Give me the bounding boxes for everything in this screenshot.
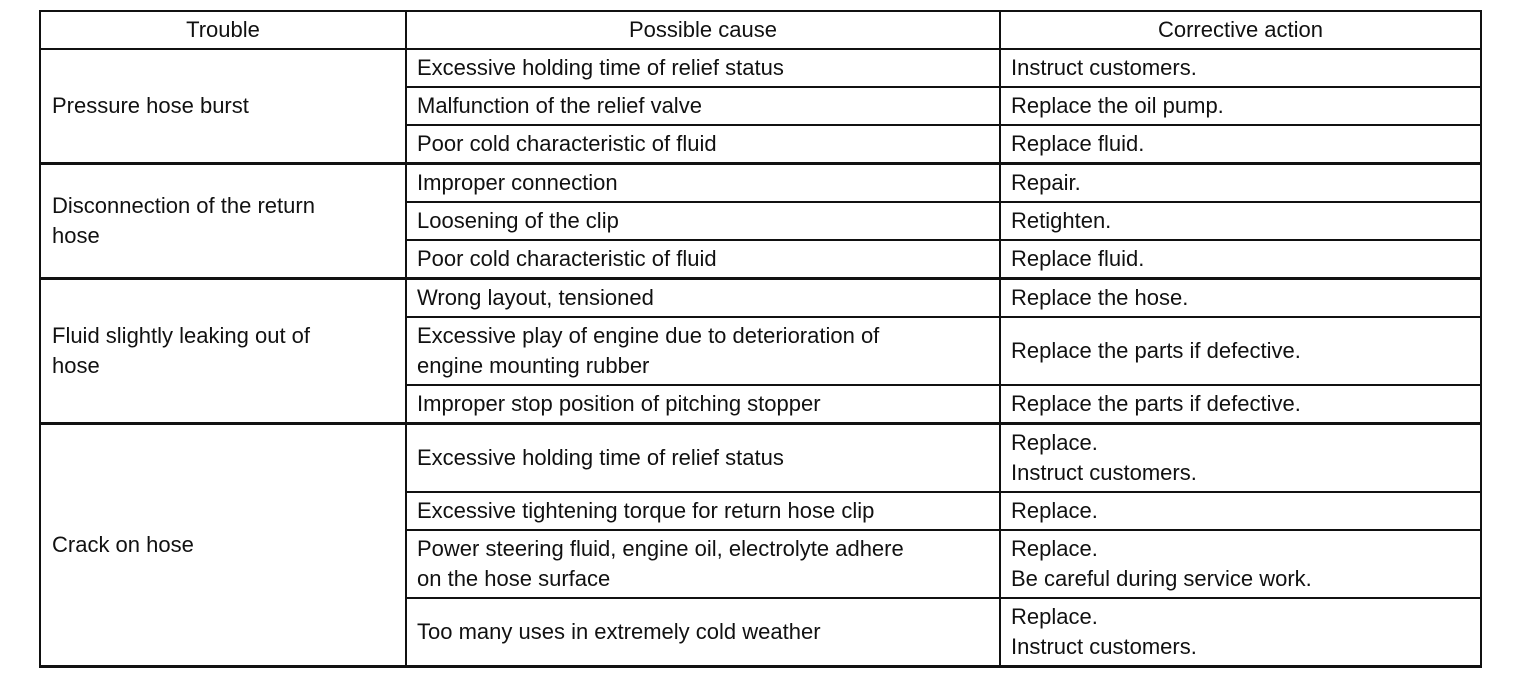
header-possible-cause: Possible cause [406, 11, 1000, 49]
cell-text-line: Loosening of the clip [417, 208, 619, 233]
cell-text-line: Replace fluid. [1011, 131, 1145, 156]
cell-text-line: Disconnection of the return [52, 193, 315, 218]
corrective-action-cell [1000, 125, 1481, 164]
cell-text-line: engine mounting rubber [417, 353, 650, 378]
possible-cause-cell [406, 49, 1000, 87]
cell-text-line: Poor cold characteristic of fluid [417, 131, 717, 156]
cell-text-line: Replace. [1011, 604, 1098, 629]
corrective-action-cell [1000, 492, 1481, 530]
trouble-cell [40, 279, 406, 424]
table-row [40, 424, 1481, 493]
cell-text-line: Replace the parts if defective. [1011, 338, 1301, 363]
troubleshooting-table [39, 10, 1482, 668]
cell-text-line: Too many uses in extremely cold weather [417, 619, 821, 644]
possible-cause-cell [406, 164, 1000, 203]
cell-text-line: Replace the oil pump. [1011, 93, 1224, 118]
header-corrective-action: Corrective action [1000, 11, 1481, 49]
corrective-action-cell [1000, 279, 1481, 318]
cell-text-line: Excessive holding time of relief status [417, 55, 784, 80]
cell-text-line: hose [52, 353, 100, 378]
cell-text-line: Replace. [1011, 430, 1098, 455]
corrective-action-cell [1000, 530, 1481, 598]
possible-cause-cell [406, 530, 1000, 598]
possible-cause-cell [406, 87, 1000, 125]
cell-text-line: Excessive play of engine due to deterioration of [417, 323, 880, 348]
cell-text-line: Poor cold characteristic of fluid [417, 246, 717, 271]
cell-text-line: on the hose surface [417, 566, 611, 591]
possible-cause-cell [406, 385, 1000, 424]
possible-cause-cell [406, 240, 1000, 279]
header-row [40, 11, 1481, 49]
cell-text-line: Malfunction of the relief valve [417, 93, 702, 118]
cell-text-line: Instruct customers. [1011, 55, 1197, 80]
cell-text-line: Pressure hose burst [52, 93, 249, 118]
table-body [40, 49, 1481, 667]
possible-cause-cell [406, 202, 1000, 240]
trouble-cell [40, 424, 406, 667]
cell-text-line: Excessive holding time of relief status [417, 445, 784, 470]
header-trouble: Trouble [40, 11, 406, 49]
table-header [40, 11, 1481, 49]
corrective-action-cell [1000, 385, 1481, 424]
cell-text-line: Crack on hose [52, 532, 194, 557]
cell-text-line: Fluid slightly leaking out of [52, 323, 311, 348]
corrective-action-cell [1000, 424, 1481, 493]
cell-text-line: Retighten. [1011, 208, 1112, 233]
cell-text-line: Wrong layout, tensioned [417, 285, 654, 310]
corrective-action-cell [1000, 202, 1481, 240]
possible-cause-cell [406, 317, 1000, 385]
possible-cause-cell [406, 125, 1000, 164]
table-row [40, 49, 1481, 87]
cell-text-line: Improper connection [417, 170, 618, 195]
possible-cause-cell [406, 598, 1000, 667]
cell-text-line: Replace the hose. [1011, 285, 1189, 310]
cell-text-line: Improper stop position of pitching stopper [417, 391, 821, 416]
trouble-cell [40, 164, 406, 279]
corrective-action-cell [1000, 240, 1481, 279]
cell-text-line: Replace fluid. [1011, 246, 1145, 271]
possible-cause-cell [406, 492, 1000, 530]
cell-text-line: Repair. [1011, 170, 1081, 195]
cell-text-line: hose [52, 223, 100, 248]
cell-text-line: Power steering fluid, engine oil, electrolyte adhere [417, 536, 904, 561]
trouble-cell [40, 49, 406, 164]
table-row [40, 279, 1481, 318]
corrective-action-cell [1000, 164, 1481, 203]
cell-text-line: Instruct customers. [1011, 634, 1197, 659]
cell-text-line: Be careful during service work. [1011, 566, 1312, 591]
corrective-action-cell [1000, 598, 1481, 667]
cell-text-line: Replace. [1011, 536, 1098, 561]
corrective-action-cell [1000, 87, 1481, 125]
cell-text-line: Excessive tightening torque for return hose clip [417, 498, 875, 523]
cell-text-line: Replace. [1011, 498, 1098, 523]
cell-text-line: Instruct customers. [1011, 460, 1197, 485]
possible-cause-cell [406, 279, 1000, 318]
table-row [40, 164, 1481, 203]
cell-text-line: Replace the parts if defective. [1011, 391, 1301, 416]
possible-cause-cell [406, 424, 1000, 493]
corrective-action-cell [1000, 49, 1481, 87]
corrective-action-cell [1000, 317, 1481, 385]
